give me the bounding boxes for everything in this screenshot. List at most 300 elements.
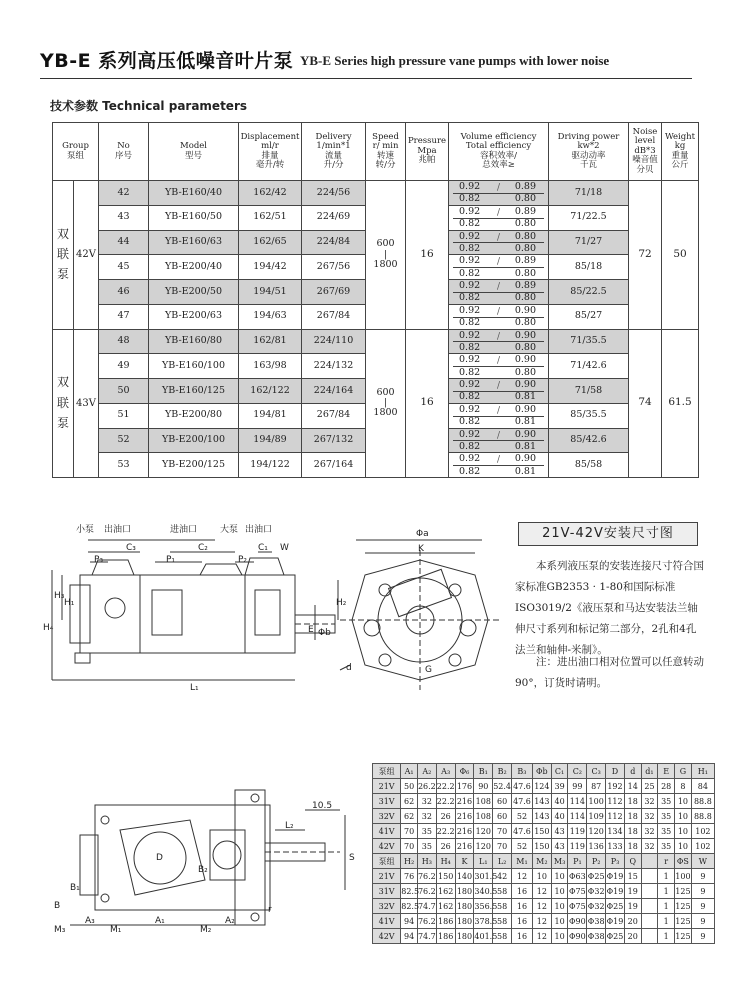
cell-no: 47 [99, 304, 149, 329]
cell-displacement: 162/65 [239, 230, 302, 255]
header-delivery: Delivery 1/min*1 流量 升/分 [302, 123, 366, 181]
dim-cell: 62 [401, 809, 418, 824]
dim-header-cell: 泵组 [373, 764, 401, 779]
dim-cell: 32 [641, 809, 658, 824]
dim-cell: 108 [474, 809, 493, 824]
cell-model: YB-E160/63 [149, 230, 239, 255]
cell-model: YB-E200/80 [149, 403, 239, 428]
dim-cell: 16 [512, 914, 533, 929]
dim-cell: 88.8 [691, 809, 714, 824]
cell-delivery: 224/164 [302, 379, 366, 404]
dim-row [373, 839, 715, 854]
cell-efficiency: 0.92 0.90 / 0.82 0.80 [449, 304, 549, 329]
dim-cell: 16 [512, 884, 533, 899]
install-note: 注：进出油口相对位置可以任意转动90°，订货时请明。 [515, 656, 704, 689]
dim-cell: 99 [568, 779, 587, 794]
dim-cell: 76.2 [417, 914, 436, 929]
dim-cell: 41V [373, 914, 401, 929]
dim-cell: 1 [658, 884, 675, 899]
cell-no: 53 [99, 453, 149, 478]
dim-cell: Φ19 [606, 869, 625, 884]
dim-cell: 150 [436, 869, 455, 884]
dim-cell: 82.5 [401, 884, 418, 899]
dim-cell: 60 [493, 809, 512, 824]
dim-cell: 26.2 [417, 779, 436, 794]
dim-cell: 70 [493, 824, 512, 839]
dim-cell: 180 [455, 914, 474, 929]
cell-delivery: 224/84 [302, 230, 366, 255]
cell-power: 85/18 [549, 255, 629, 280]
cell-efficiency: 0.92 0.90 / 0.82 0.81 [449, 379, 549, 404]
dim-cell: 356.5 [474, 899, 493, 914]
cell-delivery: 224/56 [302, 181, 366, 206]
dim-header-cell: W [691, 854, 714, 869]
dim-cell: 35 [658, 824, 675, 839]
cell-no: 51 [99, 403, 149, 428]
label-h4: H₄ [43, 623, 54, 633]
cell-efficiency: 0.92 0.80 / 0.82 0.80 [449, 230, 549, 255]
dim-cell: 19 [624, 884, 641, 899]
dim-cell: 108 [474, 794, 493, 809]
dim-cell: 100 [675, 869, 692, 884]
dim-cell: 18 [624, 824, 641, 839]
dim-cell: 32 [417, 809, 436, 824]
dim-cell: 112 [606, 794, 625, 809]
dim-cell: 84 [691, 779, 714, 794]
install-section-title: 21V-42V安装尺寸图 [518, 522, 698, 546]
dim-header-cell: B₂ [493, 764, 512, 779]
group-name: 双 联 泵 [53, 329, 74, 478]
dim-cell: 216 [455, 794, 474, 809]
dim-cell: 18 [624, 794, 641, 809]
dim-cell: 114 [568, 794, 587, 809]
dim-cell: Φ75 [568, 899, 587, 914]
header-speed: Speed r/ min 转速 转/分 [366, 123, 406, 181]
dim-cell: Φ19 [606, 884, 625, 899]
label-outlet-1: 出油口 [104, 525, 132, 535]
dim-cell: 10 [551, 884, 568, 899]
dim-cell: 18 [624, 809, 641, 824]
dim-cell: 125 [675, 929, 692, 944]
dim-cell: 14 [624, 779, 641, 794]
dim-cell: 133 [606, 839, 625, 854]
dim-cell: 31V [373, 794, 401, 809]
dim-cell: 186 [436, 914, 455, 929]
dim-header-cell: d₁ [641, 764, 658, 779]
label-m2: M₂ [200, 925, 212, 935]
cell-no: 48 [99, 329, 149, 354]
dim-cell: 9 [691, 914, 714, 929]
dim-cell: 120 [587, 824, 606, 839]
dim-header-cell: H₂ [401, 854, 418, 869]
cell-displacement: 162/81 [239, 329, 302, 354]
dim-header-cell: A₂ [417, 764, 436, 779]
dim-cell: Φ32 [587, 884, 606, 899]
cell-delivery: 267/84 [302, 304, 366, 329]
cell-no: 50 [99, 379, 149, 404]
dim-header-cell: P₂ [587, 854, 606, 869]
cell-model: YB-E160/40 [149, 181, 239, 206]
label-r: r [268, 905, 272, 915]
label-big-pump: 大泵 [220, 525, 239, 535]
dim-header-cell: M₂ [532, 854, 551, 869]
dim-header-cell: L₂ [493, 854, 512, 869]
label-e: E [308, 625, 314, 635]
dim-cell: 114 [568, 809, 587, 824]
cell-displacement: 194/81 [239, 403, 302, 428]
label-m3: M₃ [54, 925, 66, 935]
dim-header-row [373, 764, 715, 779]
header-pressure: Pressure Mpa 兆帕 [406, 123, 449, 181]
dim-row [373, 809, 715, 824]
cell-model: YB-E160/125 [149, 379, 239, 404]
dim-cell: 26 [436, 809, 455, 824]
dim-cell: 40 [551, 809, 568, 824]
dim-cell: 76 [401, 869, 418, 884]
dim-cell: 180 [455, 884, 474, 899]
dim-cell: 9 [691, 929, 714, 944]
dim-cell: 41V [373, 824, 401, 839]
dim-cell: 102 [691, 824, 714, 839]
dim-cell: 25 [641, 779, 658, 794]
cell-efficiency: 0.92 0.89 / 0.82 0.80 [449, 205, 549, 230]
pump-side-view-drawing [40, 520, 340, 695]
dim-row [373, 824, 715, 839]
dim-cell: 124 [532, 779, 551, 794]
dim-cell: 76.2 [417, 869, 436, 884]
label-big-d: D [156, 853, 163, 863]
dim-cell: 31V [373, 884, 401, 899]
header-noise: Noise level dB*3 噪音值 分贝 [629, 123, 662, 181]
dim-cell: 35 [417, 839, 436, 854]
dim-cell: 18 [624, 839, 641, 854]
dim-cell: 52 [512, 809, 533, 824]
dim-cell: Φ25 [606, 899, 625, 914]
dim-header-cell: H₃ [417, 854, 436, 869]
cell-power: 71/58 [549, 379, 629, 404]
label-k: K [418, 544, 424, 554]
cell-displacement: 194/63 [239, 304, 302, 329]
dim-cell: 70 [401, 839, 418, 854]
dim-cell: 16 [512, 929, 533, 944]
cell-delivery: 224/110 [302, 329, 366, 354]
dim-header-cell: B₃ [512, 764, 533, 779]
cell-model: YB-E160/80 [149, 329, 239, 354]
dim-row [373, 929, 715, 944]
dim-cell: 35 [658, 839, 675, 854]
dim-cell: 150 [532, 839, 551, 854]
dim-cell: 16 [512, 899, 533, 914]
label-c3: C₃ [126, 543, 136, 553]
dim-cell: 180 [455, 899, 474, 914]
label-s: S [349, 853, 355, 863]
cell-model: YB-E160/100 [149, 354, 239, 379]
cell-no: 52 [99, 428, 149, 453]
dim-cell: 12 [532, 899, 551, 914]
dim-cell: 35 [417, 824, 436, 839]
dim-cell: 216 [455, 824, 474, 839]
dim-cell: 76.2 [417, 884, 436, 899]
label-a1: A₁ [155, 916, 165, 926]
dimension-table [372, 763, 715, 941]
dim-cell: 10 [675, 809, 692, 824]
header-model: Model 型号 [149, 123, 239, 181]
dim-header-cell: 泵组 [373, 854, 401, 869]
dim-cell: 378.5 [474, 914, 493, 929]
cell-efficiency: 0.92 0.89 / 0.82 0.80 [449, 255, 549, 280]
dim-cell: 216 [455, 809, 474, 824]
group-speed: 600 | 1800 [366, 181, 406, 330]
cell-model: YB-E200/125 [149, 453, 239, 478]
label-p1: P₁ [166, 555, 176, 565]
dim-cell: Φ63 [568, 869, 587, 884]
dim-cell: 35 [658, 809, 675, 824]
cell-delivery: 267/132 [302, 428, 366, 453]
dim-cell: 28 [658, 779, 675, 794]
dim-cell: 52.4 [493, 779, 512, 794]
dim-row [373, 884, 715, 899]
dim-cell: 12 [512, 869, 533, 884]
cell-displacement: 194/122 [239, 453, 302, 478]
group-voltage: 42V [74, 181, 99, 330]
label-small-pump: 小泵 [76, 525, 95, 535]
cell-displacement: 162/51 [239, 205, 302, 230]
dim-cell: 39 [551, 779, 568, 794]
cell-no: 46 [99, 280, 149, 305]
dim-cell: 162 [436, 899, 455, 914]
dim-cell: 21V [373, 869, 401, 884]
header-no: No 序号 [99, 123, 149, 181]
label-l2: L₂ [285, 821, 294, 831]
label-m1: M₁ [110, 925, 122, 935]
cell-power: 71/42.6 [549, 354, 629, 379]
dim-cell: 26 [436, 839, 455, 854]
cell-efficiency: 0.92 0.89 / 0.82 0.80 [449, 280, 549, 305]
dim-header-cell: P₁ [568, 854, 587, 869]
dim-header-cell: H₁ [691, 764, 714, 779]
cell-displacement: 194/89 [239, 428, 302, 453]
dim-header-cell: M₃ [551, 854, 568, 869]
dim-cell: 58 [493, 929, 512, 944]
dim-cell: 140 [455, 869, 474, 884]
dim-cell: Φ19 [606, 914, 625, 929]
dim-cell: 82.5 [401, 899, 418, 914]
cell-power: 85/42.6 [549, 428, 629, 453]
cell-model: YB-E200/50 [149, 280, 239, 305]
install-description: 本系列液压泵的安装连接尺寸符合国家标准GB2353 · 1-80和国际标准ISO3019/2《液压泵和马达安装法兰轴伸尺寸系列和标记第二部分，2孔和4孔法兰和轴伸-米制》。 [515, 560, 704, 656]
dim-cell: 19 [624, 899, 641, 914]
dim-cell: 58 [493, 914, 512, 929]
cell-model: YB-E200/40 [149, 255, 239, 280]
dim-cell: 8 [675, 779, 692, 794]
label-h2: H₂ [336, 598, 347, 608]
label-a2: A₂ [225, 916, 235, 926]
group-name: 双 联 泵 [53, 181, 74, 330]
dim-header-cell: ΦS [675, 854, 692, 869]
dim-cell: 58 [493, 884, 512, 899]
dim-cell: 186 [436, 929, 455, 944]
dim-cell: 10 [675, 839, 692, 854]
dim-cell: Φ90 [568, 914, 587, 929]
dim-cell: 15 [624, 869, 641, 884]
cell-no: 45 [99, 255, 149, 280]
dim-header-cell: A₁ [401, 764, 418, 779]
cell-efficiency: 0.92 0.90 / 0.82 0.80 [449, 329, 549, 354]
dim-cell: Φ38 [587, 914, 606, 929]
cell-efficiency: 0.92 0.90 / 0.82 0.81 [449, 428, 549, 453]
dim-header-cell: Φ₆ [455, 764, 474, 779]
cell-power: 85/27 [549, 304, 629, 329]
cell-power: 71/22.5 [549, 205, 629, 230]
dim-cell: 401.5 [474, 929, 493, 944]
label-h1: H₁ [64, 598, 75, 608]
dim-cell: 10 [675, 794, 692, 809]
dim-cell: Φ90 [568, 929, 587, 944]
cell-no: 43 [99, 205, 149, 230]
label-c2: C₂ [198, 543, 208, 553]
dim-cell: 47.6 [512, 779, 533, 794]
dim-header-cell: K [455, 854, 474, 869]
label-a3: A₃ [85, 916, 95, 926]
dim-cell: 87 [587, 779, 606, 794]
dim-cell: Φ25 [587, 869, 606, 884]
dim-cell: 88.8 [691, 794, 714, 809]
dim-cell: 42V [373, 929, 401, 944]
spec-table [52, 122, 698, 477]
dim-cell: 42V [373, 839, 401, 854]
dim-header-cell: H₄ [436, 854, 455, 869]
dim-cell: 120 [474, 839, 493, 854]
dim-header-cell: B₁ [474, 764, 493, 779]
pump-front-view-drawing [320, 520, 510, 695]
dim-cell: 109 [587, 809, 606, 824]
dim-cell: 216 [455, 839, 474, 854]
dim-cell: 22.2 [436, 779, 455, 794]
dim-cell: 60 [493, 794, 512, 809]
dim-row [373, 794, 715, 809]
dim-cell: Φ32 [587, 899, 606, 914]
dim-cell: 90 [474, 779, 493, 794]
label-g: G [425, 665, 432, 675]
dim-cell: 94 [401, 914, 418, 929]
section-title: 技术参数 Technical parameters [50, 99, 248, 113]
dim-cell [641, 899, 658, 914]
dim-cell: 180 [455, 929, 474, 944]
dim-cell: 20 [624, 914, 641, 929]
dim-cell: 125 [675, 914, 692, 929]
dim-cell: 58 [493, 899, 512, 914]
dim-cell: 21V [373, 779, 401, 794]
dim-cell: 143 [532, 809, 551, 824]
dim-cell: 32 [641, 794, 658, 809]
dim-cell: 150 [532, 824, 551, 839]
dim-cell [641, 929, 658, 944]
dim-header-cell: Φb [532, 764, 551, 779]
dim-cell: Φ75 [568, 884, 587, 899]
dim-cell: 10 [551, 899, 568, 914]
label-b2: B₂ [198, 865, 208, 875]
dim-header-cell: Q [624, 854, 641, 869]
dim-cell: 119 [568, 824, 587, 839]
pump-bottom-view-drawing [40, 780, 360, 935]
header-weight: Weight kg 重量 公斤 [662, 123, 699, 181]
dim-cell: 10 [675, 824, 692, 839]
label-phi-a: Φa [416, 529, 429, 539]
dim-header-cell: M₁ [512, 854, 533, 869]
dim-cell: 32V [373, 899, 401, 914]
dim-row [373, 779, 715, 794]
header-power: Driving power kw*2 驱动动率 千瓦 [549, 123, 629, 181]
dim-header-cell: C₂ [568, 764, 587, 779]
dim-cell [641, 869, 658, 884]
label-inlet: 进油口 [170, 525, 198, 535]
dim-header-cell: G [675, 764, 692, 779]
dim-header-cell: C₃ [587, 764, 606, 779]
dim-cell: 9 [691, 869, 714, 884]
label-phi-b: Φb [318, 628, 331, 638]
dim-cell: 192 [606, 779, 625, 794]
cell-delivery: 224/132 [302, 354, 366, 379]
cell-power: 85/35.5 [549, 403, 629, 428]
dim-cell: 1 [658, 929, 675, 944]
dim-cell: 176 [455, 779, 474, 794]
dim-header-row [373, 854, 715, 869]
label-outlet-2: 出油口 [245, 525, 273, 535]
label-p2: P₂ [238, 555, 248, 565]
group-noise: 72 [629, 181, 662, 330]
cell-power: 71/18 [549, 181, 629, 206]
dim-cell: 94 [401, 929, 418, 944]
dim-cell: 119 [568, 839, 587, 854]
cell-delivery: 224/69 [302, 205, 366, 230]
header-rule [40, 78, 692, 79]
dim-cell: 32 [641, 839, 658, 854]
dim-cell: 43 [551, 824, 568, 839]
dim-cell: 10 [551, 869, 568, 884]
label-b: B [54, 901, 61, 911]
label-l1: L₁ [190, 683, 199, 693]
dim-cell: 40 [551, 794, 568, 809]
cell-delivery: 267/69 [302, 280, 366, 305]
cell-power: 85/58 [549, 453, 629, 478]
group-pressure: 16 [406, 329, 449, 478]
dim-cell: 32 [417, 794, 436, 809]
dim-cell: 120 [474, 824, 493, 839]
dim-cell: 52 [512, 839, 533, 854]
dim-header-cell: L₁ [474, 854, 493, 869]
dim-header-cell: E [658, 764, 675, 779]
dim-cell: 1 [658, 899, 675, 914]
group-pressure: 16 [406, 181, 449, 330]
cell-delivery: 267/56 [302, 255, 366, 280]
cell-power: 85/22.5 [549, 280, 629, 305]
label-10-5: 10.5 [312, 801, 333, 811]
label-d-small: d [346, 663, 352, 673]
dim-cell: 12 [532, 929, 551, 944]
dim-cell: 125 [675, 899, 692, 914]
spec-row [53, 181, 699, 206]
dim-cell: 70 [401, 824, 418, 839]
dim-cell: 12 [532, 914, 551, 929]
dim-cell: 1 [658, 914, 675, 929]
dim-cell: 1 [658, 869, 675, 884]
dim-header-cell: C₁ [551, 764, 568, 779]
dim-cell: 47.6 [512, 824, 533, 839]
dim-cell: 47.6 [512, 794, 533, 809]
dim-cell: 100 [587, 794, 606, 809]
cell-efficiency: 0.92 0.90 / 0.82 0.81 [449, 403, 549, 428]
cell-power: 71/27 [549, 230, 629, 255]
